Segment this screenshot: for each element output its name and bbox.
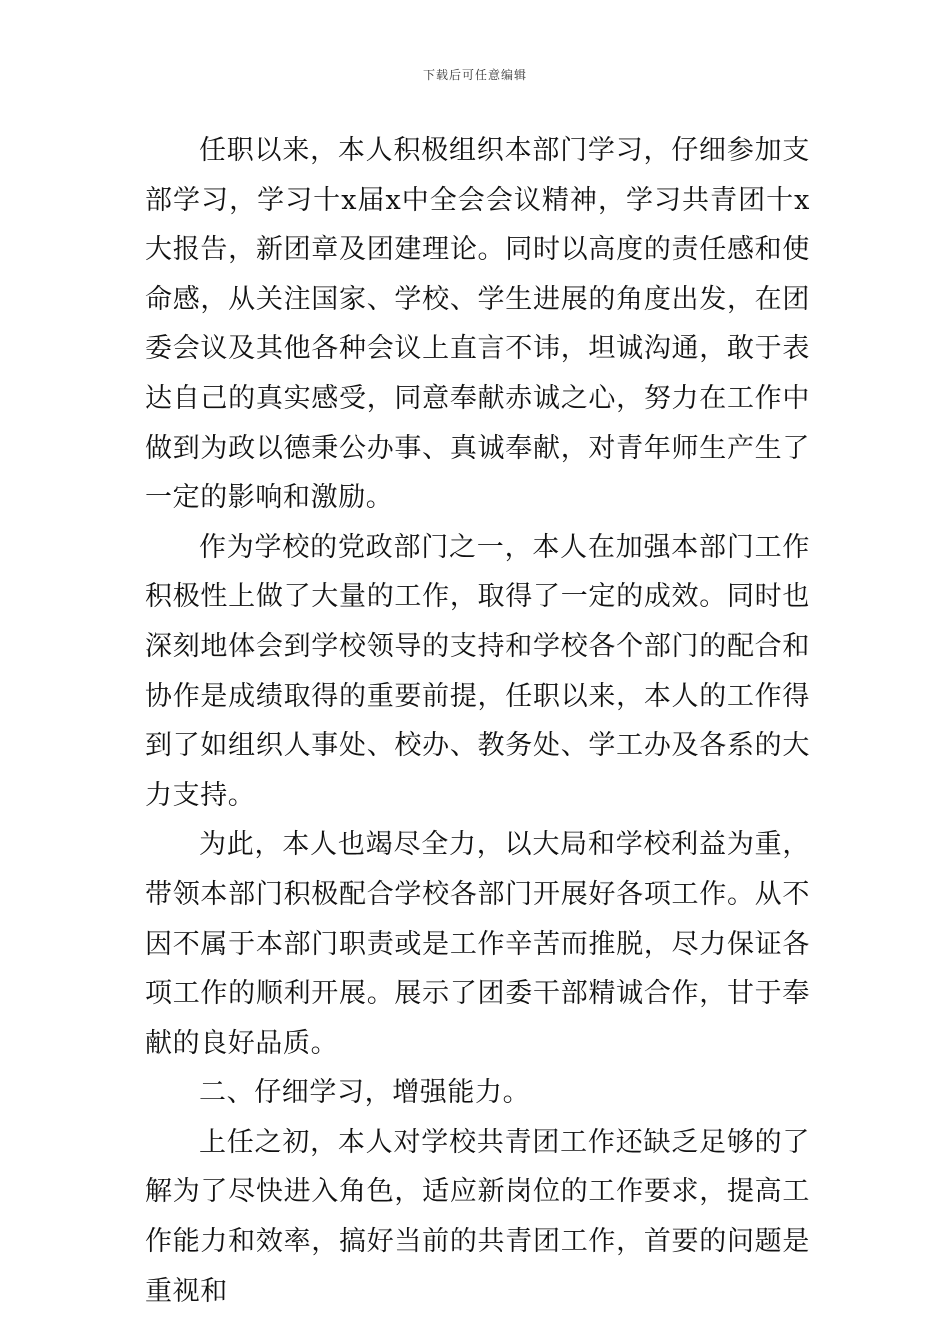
page-header-note: 下载后可任意编辑	[422, 68, 527, 82]
paragraph-initial-role: 上任之初，本人对学校共青团工作还缺乏足够的了解为了尽快进入角色，适应新岗位的工作要求，提高工作能力和效率，搞好当前的共青团工作，首要的问题是重视和	[145, 1126, 810, 1307]
paragraph-department-work: 作为学校的党政部门之一，本人在加强本部门工作积极性上做了大量的工作，取得了一定的成效。同时也深刻地体会到学校领导的支持和学校各个部门的配合和协作是成绩取得的重要前提，任职以来，本人的工作得到了如组织人事处、校办、教务处、学工办及各系的大力支持。	[145, 531, 810, 811]
paragraph-tenure-study: 任职以来，本人积极组织本部门学习，仔细参加支部学习，学习十x届x中全会会议精神，学习共青团十x大报告，新团章及团建理论。同时以高度的责任感和使命感，从关注国家、学校、学生进展的角度出发，在团委会议及其他各种会议上直言不讳，坦诚沟通，敢于表达自己的真实感受，同意奉献赤诚之心，努力在工作中做到为政以德秉公办事、真诚奉献，对青年师生产生了一定的影响和激励。	[145, 135, 810, 514]
section-heading-study: 二、仔细学习，增强能力。	[199, 1077, 531, 1109]
document-body	[145, 126, 810, 1316]
paragraph-cooperation: 为此，本人也竭尽全力，以大局和学校利益为重，带领本部门积极配合学校各部门开展好各项工作。从不因不属于本部门职责或是工作辛苦而推脱，尽力保证各项工作的顺利开展。展示了团委干部精诚合作，甘于奉献的良好品质。	[145, 829, 810, 1059]
